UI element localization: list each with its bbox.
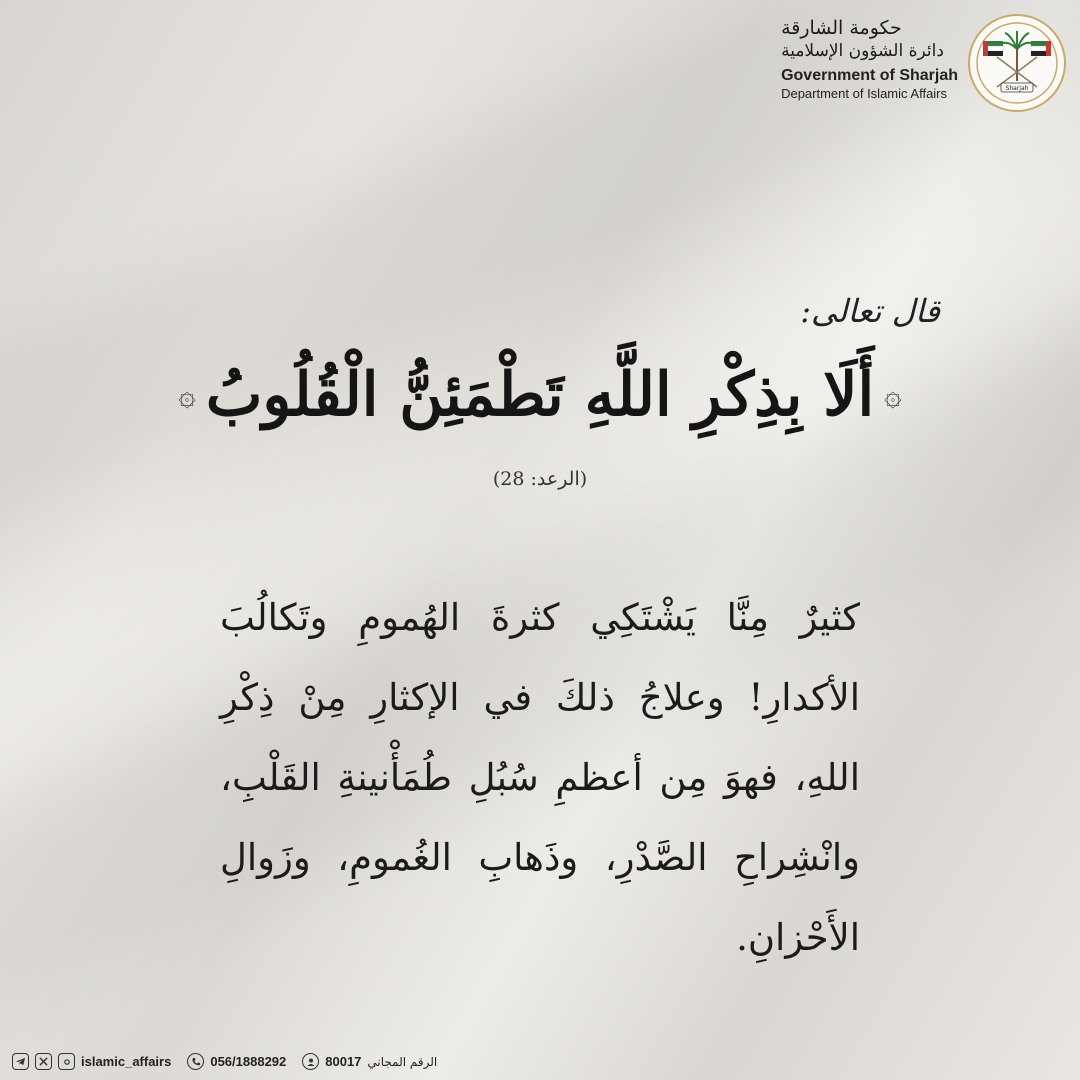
call-center-icon xyxy=(302,1053,319,1070)
sharjah-emblem-logo xyxy=(968,14,1066,112)
svg-text:Sharjah: Sharjah xyxy=(1005,85,1029,92)
header-text xyxy=(781,16,958,102)
emblem-icon xyxy=(973,19,1061,107)
header-english-department: Department of Islamic Affairs xyxy=(781,86,948,101)
phone-number[interactable]: 056/1888292 xyxy=(210,1054,287,1069)
toll-free-number[interactable]: 80017 xyxy=(325,1054,362,1069)
quran-verse: أَلَا بِذِكْرِ اللَّهِ تَطْمَئِنُّ الْقُلُوبُ xyxy=(205,360,875,430)
quote-intro: قال تعالى: xyxy=(800,292,940,330)
phone-icon[interactable] xyxy=(187,1053,204,1070)
header-arabic-department: دائرة الشؤون الإسلامية xyxy=(781,41,944,61)
body-paragraph: كثيرٌ مِنَّا يَشْتَكِي كثرةَ الهُمومِ وتَكالُبَ الأكدارِ! وعلاجُ ذلكَ في الإكثارِ مِنْ ذِكْرِ اللهِ، فهوَ مِن أعظمِ سُبُلِ طُمَأْنينةِ القَلْبِ، وانْشِراحِ الصَّدْرِ، وذَهابِ الغُمومِ، وزَوالِ الأَحْزانِ. xyxy=(220,596,860,959)
toll-free-label: الرقم المجاني xyxy=(367,1054,438,1069)
social-handle[interactable]: islamic_affairs xyxy=(81,1054,172,1069)
ornament-right-icon: ۞ xyxy=(884,377,902,413)
x-icon[interactable] xyxy=(35,1053,52,1070)
header-arabic-government: حكومة الشارقة xyxy=(781,17,902,39)
verse-reference: (الرعد: 28) xyxy=(492,468,588,490)
ornament-left-icon: ۞ xyxy=(178,377,196,413)
header xyxy=(781,14,1066,112)
header-english-government: Government of Sharjah xyxy=(781,67,958,84)
verse-container xyxy=(0,360,1080,430)
instagram-icon[interactable] xyxy=(58,1053,75,1070)
telegram-icon[interactable] xyxy=(12,1053,29,1070)
footer-contact-bar xyxy=(12,1053,437,1070)
